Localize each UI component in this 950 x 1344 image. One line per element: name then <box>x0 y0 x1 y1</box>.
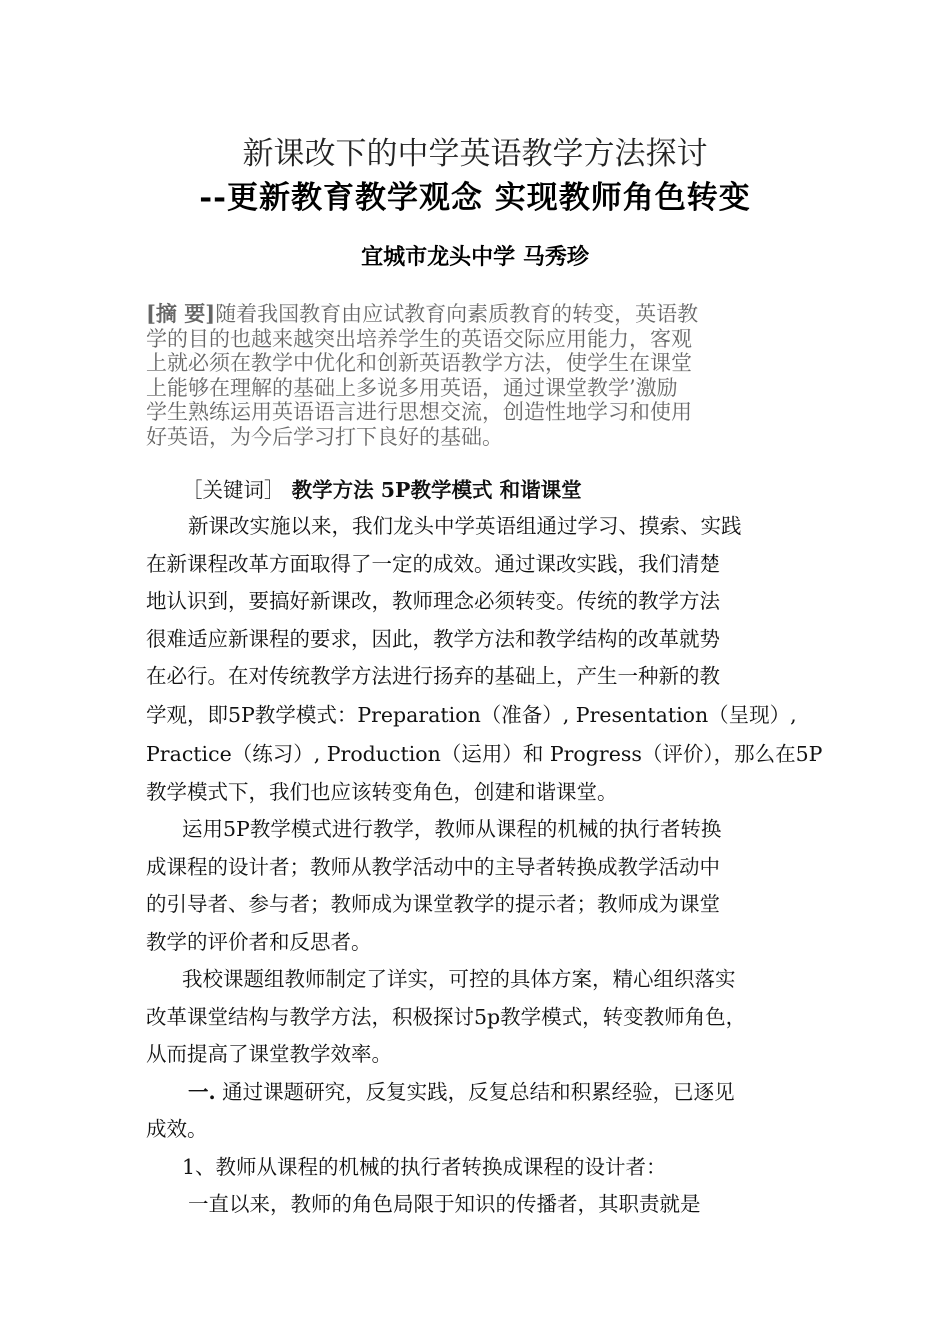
paragraph-line: 的引导者、参与者；教师成为课堂教学的提示者；教师成为课堂 <box>146 892 720 916</box>
paragraph-line: 在必行。在对传统教学方法进行扬弃的基础上，产生一种新的教 <box>146 664 720 688</box>
paragraph-line: 很难适应新课程的要求，因此，教学方法和教学结构的改革就势 <box>146 626 720 651</box>
abstract-label: [摘 要] <box>146 301 216 326</box>
document-body <box>146 472 823 1224</box>
abstract-line: 上就必须在教学中优化和创新英语教学方法，使学生在课堂 <box>146 351 692 375</box>
paragraph-line: 教学模式下，我们也应该转变角色，创建和谐课堂。 <box>146 779 618 804</box>
document-title: 新课改下的中学英语教学方法探讨 <box>242 136 708 172</box>
document-subtitle: --更新教育教学观念 实现教师角色转变 <box>199 180 751 216</box>
paragraph-line: 一直以来，教师的角色局限于知识的传播者，其职责就是 <box>188 1192 701 1216</box>
paragraph-line: 从而提高了课堂教学效率。 <box>146 1042 392 1066</box>
paragraph-line: 改革课堂结构与教学方法，积极探讨5p教学模式，转变教师角色， <box>146 1004 747 1029</box>
paragraph-line: 新课改实施以来，我们龙头中学英语组通过学习、摸索、实践 <box>188 514 742 538</box>
paragraph-line: 学观，即5P教学模式：Preparation（准备）, Presentation（呈现）, <box>146 702 797 727</box>
keywords-terms: 教学方法 5P教学模式 和谐课堂 <box>284 478 582 502</box>
keywords-label: ［关键词］ <box>182 478 285 502</box>
abstract-block <box>146 302 806 449</box>
section-number: 一. <box>188 1079 216 1104</box>
keywords-line <box>146 472 812 508</box>
paragraph-line: 地认识到，要搞好新课改，教师理念必须转变。传统的教学方法 <box>146 589 720 613</box>
abstract-line: 学生熟练运用英语语言进行思想交流，创造性地学习和使用 <box>146 400 692 424</box>
abstract-line: [摘 要]随着我国教育由应试教育向素质教育的转变，英语教 <box>146 301 699 326</box>
paragraph-line: 我校课题组教师制定了详实，可控的具体方案，精心组织落实 <box>182 967 736 991</box>
author-line: 宜城市龙头中学 马秀珍 <box>361 244 589 270</box>
list-item: 1、教师从课程的机械的执行者转换成课程的设计者： <box>182 1154 667 1179</box>
paragraph-line: 运用5P教学模式进行教学，教师从课程的机械的执行者转换 <box>182 817 722 841</box>
abstract-line: 学的目的也越来越突出培养学生的英语交际应用能力，客观 <box>146 326 692 351</box>
paragraph-line: 成课程的设计者；教师从教学活动中的主导者转换成教学活动中 <box>146 854 720 879</box>
paragraph-line: 在新课程改革方面取得了一定的成效。通过课改实践，我们清楚 <box>146 551 720 576</box>
paragraph-line: 教学的评价者和反思者。 <box>146 929 372 954</box>
section-heading-line: 一. 通过课题研究，反复实践，反复总结和积累经验，已逐见 <box>188 1079 735 1104</box>
abstract-line: 上能够在理解的基础上多说多用英语，通过课堂教学’激励 <box>146 375 678 400</box>
paragraph-line: 成效。 <box>146 1117 208 1141</box>
paragraph-line: Practice（练习）, Production（运用）和 Progress（评价），那么在5P <box>146 741 823 766</box>
abstract-line: 好英语，为今后学习打下良好的基础。 <box>146 424 503 449</box>
